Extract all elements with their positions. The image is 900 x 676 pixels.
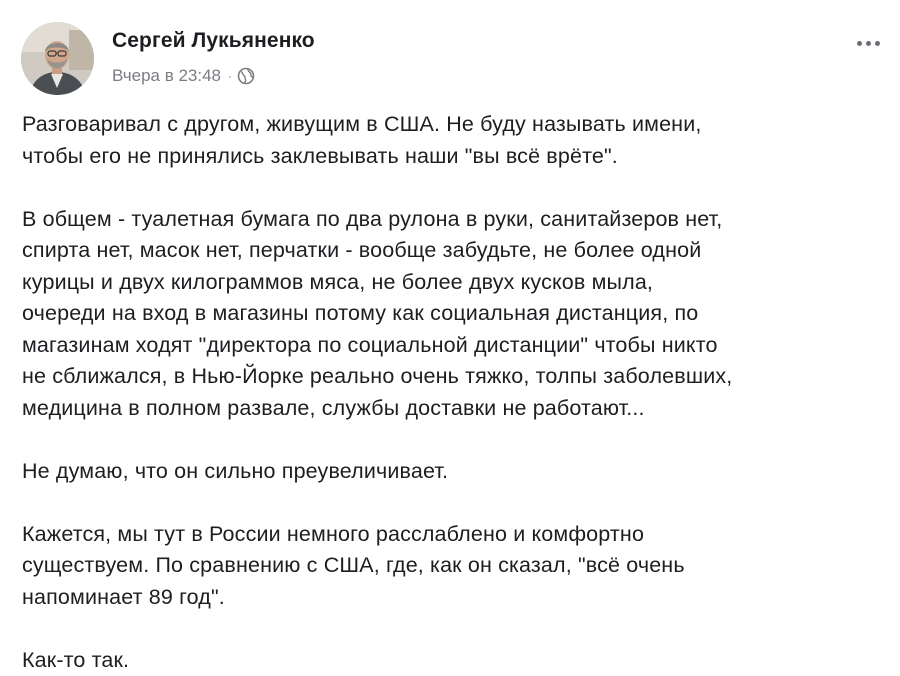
post-meta bbox=[112, 65, 255, 87]
meta-separator: · bbox=[228, 70, 232, 82]
avatar[interactable] bbox=[21, 22, 94, 95]
author-name[interactable]: Сергей Лукьяненко bbox=[112, 29, 315, 53]
more-options-icon bbox=[857, 41, 862, 46]
post-text bbox=[22, 109, 882, 676]
globe-icon[interactable] bbox=[237, 67, 255, 85]
post-paragraph: Не думаю, что он сильно преувеличивает. bbox=[22, 456, 882, 488]
post-paragraph: В общем - туалетная бумага по два рулона в руки, санитайзеров нет, спирта нет, масок нет, перчатки - вообще забудьте, не более одной курицы и двух килограммов мяса, не более двух кусков мыла, очереди на вход в магазины потому как социальная дистанция, по магазинам ходят "директора по социальной дистанции" чтобы никто не сближался, в Нью-Йорке реально очень тяжко, толпы заболевших, медицина в полном развале, службы доставки не работают... bbox=[22, 204, 882, 425]
avatar-photo bbox=[21, 22, 94, 95]
post-timestamp[interactable]: Вчера в 23:48 bbox=[112, 66, 221, 86]
more-options-icon-dot bbox=[875, 41, 880, 46]
post-paragraph: Кажется, мы тут в России немного расслаблено и комфортно существуем. По сравнению с США, где, как он сказал, "всё очень напоминает 89 год". bbox=[22, 519, 882, 614]
post-paragraph: Разговаривал с другом, живущим в США. Не буду называть имени, чтобы его не принялись заклевывать наши "вы всё врёте". bbox=[22, 109, 882, 172]
post-paragraph: Как-то так. bbox=[22, 645, 882, 676]
more-options-icon-dot bbox=[866, 41, 871, 46]
more-options-button[interactable] bbox=[850, 36, 886, 50]
